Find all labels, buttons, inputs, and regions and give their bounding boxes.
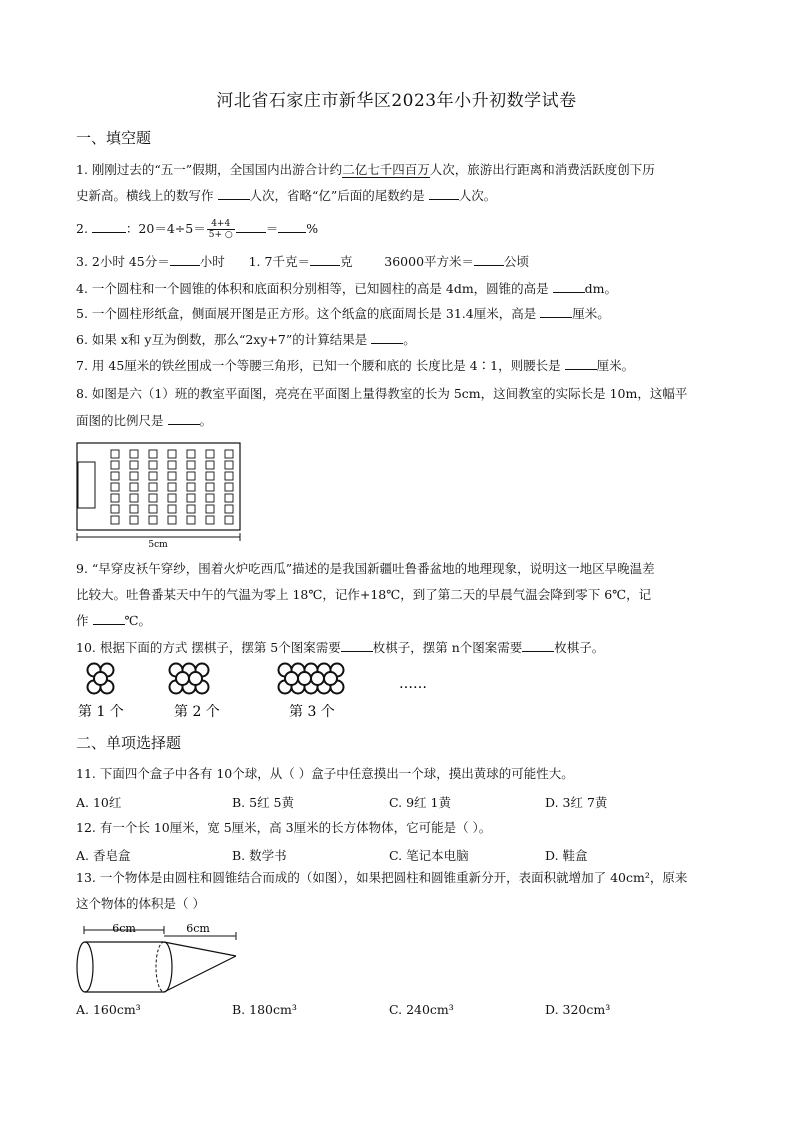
- section-heading-fill-in: 一、填空题: [76, 129, 152, 147]
- desk: [206, 461, 214, 469]
- chess-piece: [94, 672, 107, 685]
- answer-blank[interactable]: [92, 220, 126, 233]
- desk: [168, 505, 176, 513]
- answer-blank[interactable]: [371, 331, 403, 344]
- chess-piece: [189, 672, 202, 685]
- question-6: 6. 如果 x和 y互为倒数，那么“2xy+7”的计算结果是 。: [76, 332, 416, 347]
- option-b[interactable]: B. 数学书: [232, 848, 287, 863]
- answer-blank[interactable]: [168, 412, 200, 425]
- desk: [149, 472, 157, 480]
- desk: [111, 494, 119, 502]
- desk-grid: [111, 450, 233, 524]
- classroom-plan-figure: [74, 440, 244, 550]
- desk: [168, 472, 176, 480]
- option-b[interactable]: B. 5红 5黄: [232, 795, 295, 810]
- answer-blank[interactable]: [93, 612, 125, 625]
- option-d[interactable]: D. 3红 7黄: [545, 795, 608, 810]
- page-title: 河北省石家庄市新华区2023年小升初数学试卷: [216, 91, 577, 111]
- desk: [206, 494, 214, 502]
- desk: [225, 494, 233, 502]
- podium: [78, 462, 95, 508]
- pattern-label-2: 第 2 个: [174, 704, 220, 720]
- answer-blank[interactable]: [278, 220, 306, 233]
- desk: [168, 516, 176, 524]
- classroom-outline: [77, 443, 240, 530]
- desk: [130, 516, 138, 524]
- option-a[interactable]: A. 160cm³: [76, 1002, 141, 1017]
- answer-blank[interactable]: [474, 253, 504, 266]
- answer-blank[interactable]: [341, 639, 373, 652]
- pattern-3: [279, 664, 344, 694]
- desk: [130, 494, 138, 502]
- desk: [168, 494, 176, 502]
- desk: [206, 472, 214, 480]
- desk: [225, 461, 233, 469]
- ellipsis: ……: [399, 676, 427, 692]
- desk: [187, 450, 195, 458]
- desk: [187, 472, 195, 480]
- chess-piece: [324, 672, 337, 685]
- desk: [111, 516, 119, 524]
- desk: [149, 505, 157, 513]
- desk: [130, 450, 138, 458]
- desk: [225, 472, 233, 480]
- desk: [168, 483, 176, 491]
- desk: [187, 505, 195, 513]
- desk: [206, 505, 214, 513]
- chess-piece: [311, 672, 324, 685]
- cone-edge: [164, 942, 236, 956]
- answer-blank[interactable]: [522, 639, 554, 652]
- answer-blank[interactable]: [565, 357, 597, 370]
- desk: [149, 483, 157, 491]
- desk: [130, 483, 138, 491]
- desk: [225, 516, 233, 524]
- section-heading-multiple-choice: 二、单项选择题: [76, 734, 182, 752]
- cylinder-length-label: 6cm: [112, 922, 136, 935]
- desk: [149, 494, 157, 502]
- question-13-line-1: 13. 一个物体是由圆柱和圆锥结合而成的（如图），如果把圆柱和圆锥重新分开，表面积就增加了 40cm²，原来: [76, 870, 688, 885]
- cone-edge: [164, 956, 236, 992]
- desk: [111, 450, 119, 458]
- desk: [187, 516, 195, 524]
- option-c[interactable]: C. 9红 1黄: [389, 795, 451, 810]
- desk: [225, 505, 233, 513]
- option-a[interactable]: A. 香皂盒: [76, 848, 131, 863]
- desk: [225, 483, 233, 491]
- option-c[interactable]: C. 240cm³: [389, 1002, 454, 1017]
- question-9-line-2: 比较大。吐鲁番某天中午的气温为零上 18℃，记作+18℃，到了第二天的早晨气温会降到零下 6℃，记: [76, 587, 652, 602]
- desk: [111, 461, 119, 469]
- answer-blank[interactable]: [553, 280, 585, 293]
- answer-blank[interactable]: [429, 187, 459, 200]
- desk: [149, 450, 157, 458]
- desk: [187, 461, 195, 469]
- question-4: 4. 一个圆柱和一个圆锥的体积和底面积分别相等，已知圆柱的高是 4dm，圆锥的高是 dm。: [76, 281, 618, 296]
- pattern-label-1: 第 1 个: [78, 704, 124, 720]
- desk: [168, 450, 176, 458]
- question-7: 7. 用 45厘米的铁丝围成一个等腰三角形，已知一个腰和底的 长度比是 4∶1，则腰长是 厘米。: [76, 358, 635, 373]
- answer-blank[interactable]: [310, 253, 340, 266]
- question-13-line-2: 这个物体的体积是（ ）: [76, 896, 205, 911]
- chess-pattern-figure: [76, 662, 446, 720]
- pattern-2: [170, 664, 209, 694]
- question-10: 10. 根据下面的方式 摆棋子，摆第 5个图案需要 枚棋子，摆第 n个图案需要 枚棋子。: [76, 640, 605, 655]
- question-2: 2. ：20＝4÷5＝ $\frac{4+4}{5+ ○}$ ＝ %: [76, 219, 319, 240]
- question-12: 12. 有一个长 10厘米，宽 5厘米，高 3厘米的长方体物体，它可能是（ ）。: [76, 820, 492, 835]
- chess-piece: [285, 672, 298, 685]
- desk: [168, 461, 176, 469]
- desk: [111, 483, 119, 491]
- pattern-1: [88, 664, 114, 694]
- desk: [149, 461, 157, 469]
- question-3: 3. 2小时 45分＝ 小时 1. 7千克＝ 克 36000平方米＝ 公顷: [76, 254, 530, 269]
- option-d[interactable]: D. 鞋盒: [545, 848, 588, 863]
- cylinder-cone-figure: [74, 920, 244, 998]
- fraction: $\frac{4+4}{5+ ○}$: [208, 219, 233, 240]
- question-8-line-2: 面图的比例尺是 。: [76, 413, 213, 428]
- desk: [206, 483, 214, 491]
- desk: [130, 505, 138, 513]
- desk: [225, 450, 233, 458]
- desk: [149, 516, 157, 524]
- desk: [111, 505, 119, 513]
- cylinder-cone-joint: [164, 942, 172, 992]
- option-c[interactable]: C. 笔记本电脑: [389, 848, 469, 863]
- chess-piece: [176, 672, 189, 685]
- question-8-line-1: 8. 如图是六（1）班的教室平面图，亮亮在平面图上量得教室的长为 5cm，这间教室的实际长是 10m，这幅平: [76, 386, 688, 401]
- chess-piece: [298, 672, 311, 685]
- question-9-line-1: 9. “早穿皮袄午穿纱，围着火炉吃西瓜”描述的是我国新疆吐鲁番盆地的地理现象，说明这一地区早晚温差: [76, 561, 655, 576]
- question-11: 11. 下面四个盒子中各有 10个球，从（ ）盒子中任意摸出一个球，摸出黄球的可能性大。: [76, 766, 574, 781]
- option-b[interactable]: B. 180cm³: [232, 1002, 297, 1017]
- desk: [130, 461, 138, 469]
- desk: [187, 494, 195, 502]
- answer-blank[interactable]: [540, 305, 572, 318]
- answer-blank[interactable]: [170, 253, 200, 266]
- answer-blank[interactable]: [236, 220, 266, 233]
- question-1-line-1: 1. 刚刚过去的“五一”假期，全国国内出游合计约二亿七千四百万人次，旅游出行距离和消费活跃度创下历: [76, 162, 655, 177]
- question-9-line-3: 作 ℃。: [76, 613, 151, 628]
- cylinder-base: [77, 942, 93, 992]
- option-a[interactable]: A. 10红: [76, 795, 122, 810]
- question-5: 5. 一个圆柱形纸盒，侧面展开图是正方形。这个纸盒的底面周长是 31.4厘米，高是 厘米。: [76, 306, 610, 321]
- pattern-label-3: 第 3 个: [289, 704, 335, 720]
- answer-blank[interactable]: [218, 187, 250, 200]
- question-1-line-2: 史新高。横线上的数写作 人次，省略“亿”后面的尾数约是 人次。: [76, 188, 497, 203]
- desk: [187, 483, 195, 491]
- desk: [111, 472, 119, 480]
- desk: [130, 472, 138, 480]
- cone-length-label: 6cm: [186, 922, 210, 935]
- desk: [206, 450, 214, 458]
- dimension-label: 5cm: [148, 540, 168, 550]
- option-d[interactable]: D. 320cm³: [545, 1002, 611, 1017]
- desk: [206, 516, 214, 524]
